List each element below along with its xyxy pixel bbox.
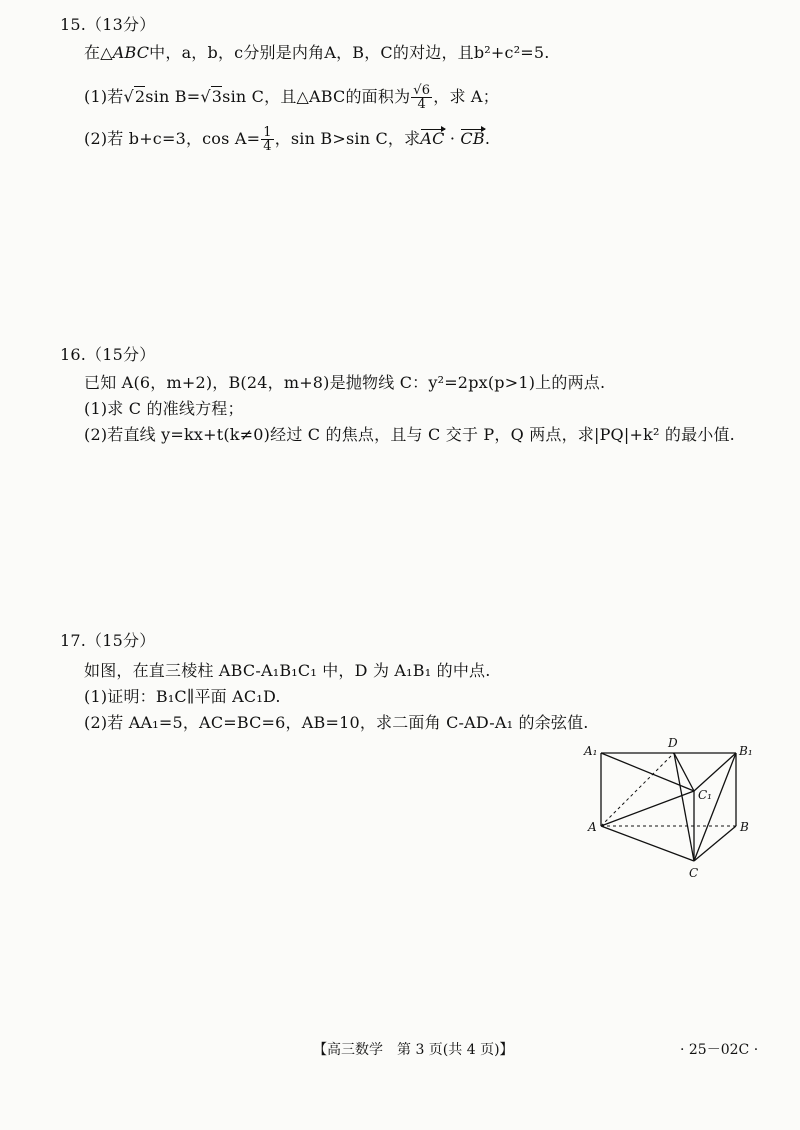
q15-part2 xyxy=(84,126,490,153)
q15-part1 xyxy=(84,84,499,111)
q15-p1-d: ，求 A； xyxy=(433,87,499,106)
fraction-denominator: 4 xyxy=(263,139,272,154)
edge-ac xyxy=(601,826,694,861)
q17-stem: 如图，在直三棱柱 ABC-A₁B₁C₁ 中，D 为 A₁B₁ 的中点. xyxy=(84,661,491,680)
sqrt-symbol: √ xyxy=(123,87,134,106)
q15-p1-b: sin B= xyxy=(145,87,201,106)
label-c1: C₁ xyxy=(698,788,712,802)
q15-p1-a: (1)若 xyxy=(84,87,124,106)
q16-stem: 已知 A(6，m+2)，B(24，m+8)是抛物线 C：y²=2px(p>1)上的两点. xyxy=(84,373,606,392)
q15-p1-sqrt2: 2 xyxy=(134,87,146,106)
q17-part1: (1)证明：B₁C∥平面 AC₁D. xyxy=(84,687,281,706)
vector-cb: CB xyxy=(460,129,485,148)
edge-b1c1 xyxy=(694,753,736,791)
sqrt-symbol: √ xyxy=(200,87,211,106)
q15-p1-fraction xyxy=(411,84,432,111)
edge-b1c xyxy=(694,753,736,861)
q16-part1: (1)求 C 的准线方程； xyxy=(84,399,244,418)
q17-header: 17.（15分） xyxy=(60,631,156,650)
q17-part2: (2)若 AA₁=5，AC=BC=6，AB=10，求二面角 C-AD-A₁ 的余弦值. xyxy=(84,713,589,732)
label-b1: B₁ xyxy=(739,744,753,758)
fraction-numerator: 1 xyxy=(263,125,272,140)
prism-solid-edges xyxy=(601,753,736,861)
q15-stem-part1: 在△ xyxy=(84,43,113,62)
label-c: C xyxy=(689,866,699,880)
edge-dc xyxy=(674,753,694,861)
fraction-denominator: 4 xyxy=(417,97,426,112)
q15-p2-fraction xyxy=(261,126,273,153)
q15-header: 15.（13分） xyxy=(60,15,156,34)
dot-operator: · xyxy=(444,129,461,148)
vector-ac: AC xyxy=(420,129,445,148)
label-b: B xyxy=(740,820,749,834)
q16-part2: (2)若直线 y=kx+t(k≠0)经过 C 的焦点，且与 C 交于 P，Q 两点，求|PQ|+k² 的最小值. xyxy=(84,425,735,444)
edge-ad-hidden xyxy=(601,753,674,826)
label-a: A xyxy=(588,820,597,834)
q15-p2-a: (2)若 b+c=3，cos A= xyxy=(84,129,261,148)
q15-p1-sqrt3: 3 xyxy=(211,87,223,106)
edge-ac1 xyxy=(601,791,694,826)
q15-p2-end: . xyxy=(484,129,491,148)
footer-code: · 25－02C · xyxy=(680,1042,759,1058)
q16-header: 16.（15分） xyxy=(60,345,156,364)
q15-p1-c: sin C，且△ABC的面积为 xyxy=(222,87,411,106)
q15-stem xyxy=(84,42,550,64)
footer-page-info: 【高三数学 第 3 页(共 4 页)】 xyxy=(313,1042,514,1058)
label-d: D xyxy=(668,736,678,750)
label-a1: A₁ xyxy=(584,744,598,758)
prism-figure xyxy=(578,733,758,883)
q15-p2-b: ，sin B>sin C，求 xyxy=(274,129,421,148)
prism-hidden-edges xyxy=(601,753,736,826)
fraction-numerator: √6 xyxy=(413,83,431,98)
q15-stem-part2: 中，a，b，c分别是内角A，B，C的对边，且b²+c²=5. xyxy=(149,43,550,62)
q15-stem-triangle: ABC xyxy=(112,43,150,62)
